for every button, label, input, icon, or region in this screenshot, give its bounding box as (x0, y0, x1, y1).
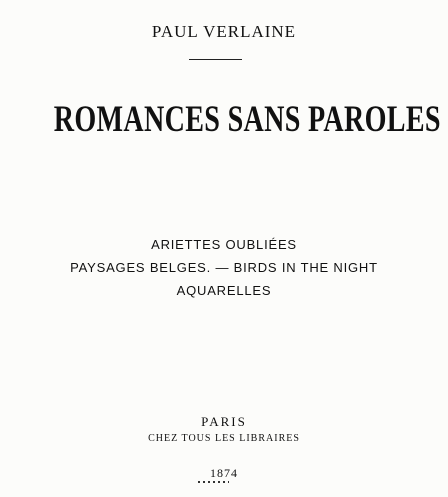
author-title-divider (189, 59, 242, 60)
imprint-year: 1874 (210, 466, 238, 480)
imprint-city: PARIS (201, 414, 247, 429)
contents-list (0, 233, 448, 302)
imprint-publisher: CHEZ TOUS LES LIBRAIRES (148, 433, 300, 444)
year-underline-ornament (198, 481, 229, 483)
contents-line-ariettes: ARIETTES OUBLIÉES (151, 237, 297, 252)
author-name: PAUL VERLAINE (151, 22, 297, 41)
contents-line-aquarelles: AQUARELLES (176, 283, 272, 298)
contents-line-paysages: PAYSAGES BELGES. — BIRDS IN THE NIGHT (70, 260, 378, 275)
book-title: ROMANCES SANS PAROLES (53, 99, 441, 140)
